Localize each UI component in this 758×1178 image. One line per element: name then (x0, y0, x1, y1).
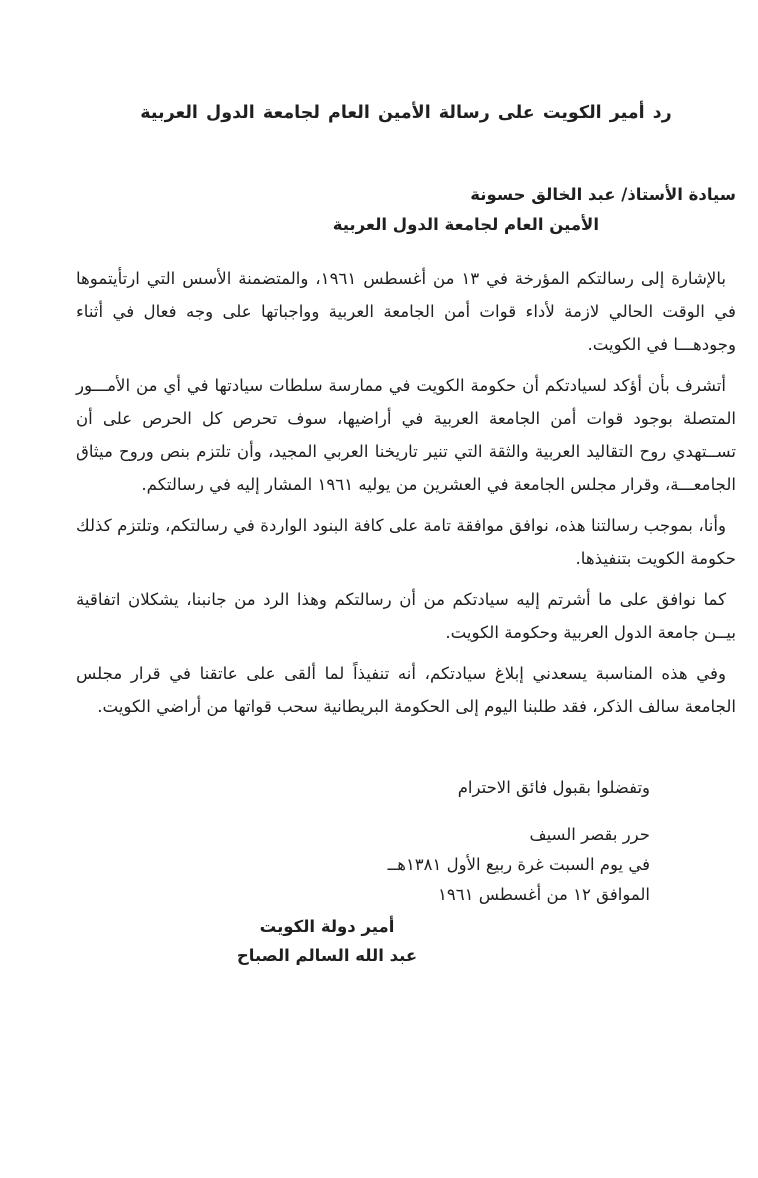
closing-written-at: حرر بقصر السيف (529, 825, 650, 844)
addressee-name: سيادة الأستاذ/ عبد الخالق حسونة (470, 185, 736, 204)
closing-gregorian-date: الموافق ١٢ من أغسطس ١٩٦١ (438, 885, 650, 904)
closing-hijri-date: في يوم السبت غرة ربيع الأول ١٣٨١هــ (387, 855, 650, 874)
closing-salutation: وتفضلوا بقبول فائق الاحترام (457, 778, 650, 797)
body-paragraph-4: كما نوافق على ما أشرتم إليه سيادتكم من أن رسالتكم وهذا الرد من جانبنا، يشكلان اتفاقية بيــن جامعة الدول العربية وحكومة الكويت. (76, 590, 736, 642)
signature-block (207, 912, 447, 970)
letter-body (76, 262, 736, 723)
letter-page (0, 100, 758, 1178)
signatory-name: عبد الله السالم الصباح (236, 946, 418, 965)
body-paragraph-1: بالإشارة إلى رسالتكم المؤرخة في ١٣ من أغسطس ١٩٦١، والمتضمنة الأسس التي ارتأيتموها في الوقت الحالي لازمة لأداء قوات أمن الجامعة العربية وواجباتها على وجه فعال في أثناء وجودهـــا في الكويت. (76, 269, 736, 354)
addressee-role: الأمين العام لجامعة الدول العربية (332, 215, 599, 234)
body-paragraph-5: وفي هذه المناسبة يسعدني إبلاغ سيادتكم، أنه تنفيذاً لما ألقى على عاتقنا في قرار مجلس الجامعة سالف الذكر، فقد طلبنا اليوم إلى الحكومة البريطانية سحب قواتها من أراضي الكويت. (76, 664, 736, 716)
addressee-block (76, 180, 736, 240)
body-paragraph-2: أتشرف بأن أؤكد لسيادتكم أن حكومة الكويت في ممارسة سلطات سيادتها في أي من الأمـــور المتصلة بوجود قوات أمن الجامعة العربية في أراضيها، سوف تحرص كل الحرص على أن تســتهدي روح التقاليد العربية والثقة التي تنير تاريخنا العربي المجيد، وأن تلتزم بنص وروح ميثاق الجامعـــة، وقرار مجلس الجامعة في العشرين من يوليه ١٩٦١ المشار إليه في رسالتكم. (76, 376, 736, 494)
closing-block (76, 773, 736, 910)
body-paragraph-3: وأنا، بموجب رسالتنا هذه، نوافق موافقة تامة على كافة البنود الواردة في رسالتكم، وتلتزم كذلك حكومة الكويت بتنفيذها. (76, 516, 736, 568)
signatory-title: أمير دولة الكويت (259, 917, 395, 936)
document-title: رد أمير الكويت على رسالة الأمين العام لجامعة الدول العربية (140, 103, 672, 123)
